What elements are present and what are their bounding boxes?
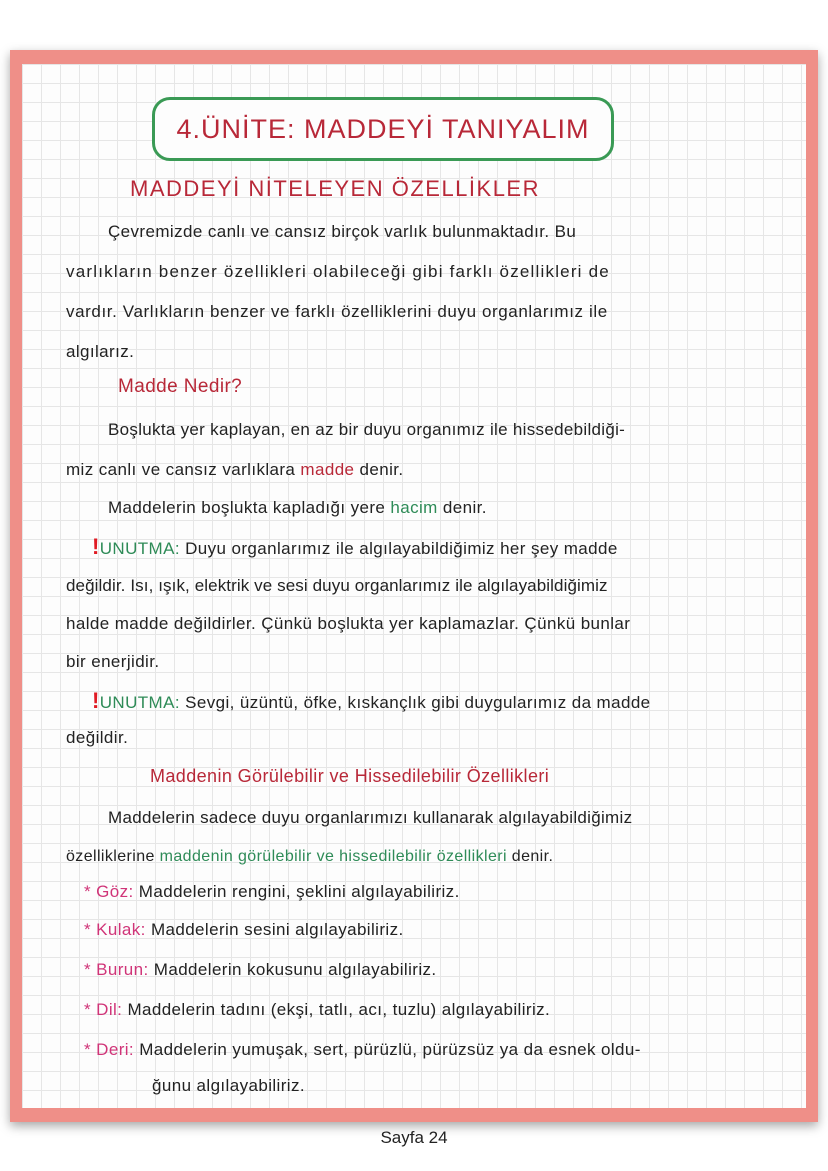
sense-item-goz xyxy=(84,882,460,902)
text: denir. xyxy=(511,848,554,865)
note1-line: değildir. Isı, ışık, elektrik ve sesi duyu organlarımız ile algılayabildiğimiz xyxy=(66,576,608,595)
sense-item-dil xyxy=(84,1000,550,1020)
madde-def-line xyxy=(66,460,404,480)
madde-heading: Madde Nedir? xyxy=(118,376,243,397)
intro-line: varlıkların benzer özellikleri olabileceği gibi farklı özellikleri de xyxy=(66,262,610,281)
hacim-def xyxy=(108,498,487,518)
organ-label: Deri: xyxy=(96,1040,135,1059)
exclamation-icon: ! xyxy=(92,534,100,559)
note-label: UNUTMA: xyxy=(99,539,180,558)
organ-label: Burun: xyxy=(96,960,149,979)
page-number: Sayfa 24 xyxy=(380,1128,448,1147)
text: denir. xyxy=(359,460,404,479)
text: denir. xyxy=(442,498,487,517)
sense-item-kulak xyxy=(84,920,404,940)
intro-line: Çevremizde canlı ve cansız birçok varlık bulunmaktadır. Bu xyxy=(108,222,577,241)
sub-heading: Maddenin Görülebilir ve Hissedilebilir Özellikleri xyxy=(150,766,550,786)
note1-line: halde madde değildirler. Çünkü boşlukta yer kaplamazlar. Çünkü bunlar xyxy=(66,614,631,633)
note2-first-line xyxy=(92,688,651,714)
note-label: UNUTMA: xyxy=(99,693,180,712)
note2-line: değildir. xyxy=(66,728,129,747)
unit-title: 4.ÜNİTE: MADDEYİ TANIYALIM xyxy=(152,97,614,161)
text: Maddelerin yumuşak, sert, pürüzlü, pürüzsüz ya da esnek oldu- xyxy=(139,1040,641,1059)
bullet-icon: * xyxy=(84,960,92,979)
text: özelliklerine xyxy=(66,848,155,865)
text: miz canlı ve cansız varlıklara xyxy=(66,460,296,479)
note1-line: bir enerjidir. xyxy=(66,652,160,671)
props-def-line xyxy=(66,848,553,866)
term-hacim: hacim xyxy=(390,498,438,517)
term-properties: maddenin görülebilir ve hissedilebilir özellikleri xyxy=(159,848,507,865)
bullet-icon: * xyxy=(84,1000,92,1019)
organ-label: Kulak: xyxy=(96,920,146,939)
term-madde: madde xyxy=(300,460,355,479)
text: Sevgi, üzüntü, öfke, kıskançlık gibi duygularımız da madde xyxy=(185,693,651,712)
sense-item-burun xyxy=(84,960,437,980)
section-heading: MADDEYİ NİTELEYEN ÖZELLİKLER xyxy=(130,176,540,201)
sense-item-deri-cont: ğunu algılayabiliriz. xyxy=(152,1076,305,1095)
madde-def-line: Boşlukta yer kaplayan, en az bir duyu organımız ile hissedebildiği- xyxy=(108,420,626,439)
exclamation-icon: ! xyxy=(92,688,100,713)
bullet-icon: * xyxy=(84,882,92,901)
intro-line: vardır. Varlıkların benzer ve farklı özelliklerini duyu organlarımız ile xyxy=(66,302,608,321)
organ-label: Dil: xyxy=(96,1000,123,1019)
text: Maddelerin tadını (ekşi, tatlı, acı, tuzlu) algılayabiliriz. xyxy=(127,1000,551,1019)
text: Maddelerin kokusunu algılayabiliriz. xyxy=(153,960,437,979)
text: Maddelerin rengini, şeklini algılayabiliriz. xyxy=(138,882,460,901)
text: Maddelerin boşlukta kapladığı yere xyxy=(108,498,386,517)
bullet-icon: * xyxy=(84,1040,92,1059)
note1-first-line xyxy=(92,534,618,560)
sense-item-deri xyxy=(84,1040,641,1060)
text: Duyu organlarımız ile algılayabildiğimiz her şey madde xyxy=(185,539,618,558)
organ-label: Göz: xyxy=(96,882,134,901)
text: Maddelerin sesini algılayabiliriz. xyxy=(150,920,404,939)
bullet-icon: * xyxy=(84,920,92,939)
intro-line: algılarız. xyxy=(66,342,135,361)
props-def-line: Maddelerin sadece duyu organlarımızı kullanarak algılayabildiğimiz xyxy=(108,808,633,827)
